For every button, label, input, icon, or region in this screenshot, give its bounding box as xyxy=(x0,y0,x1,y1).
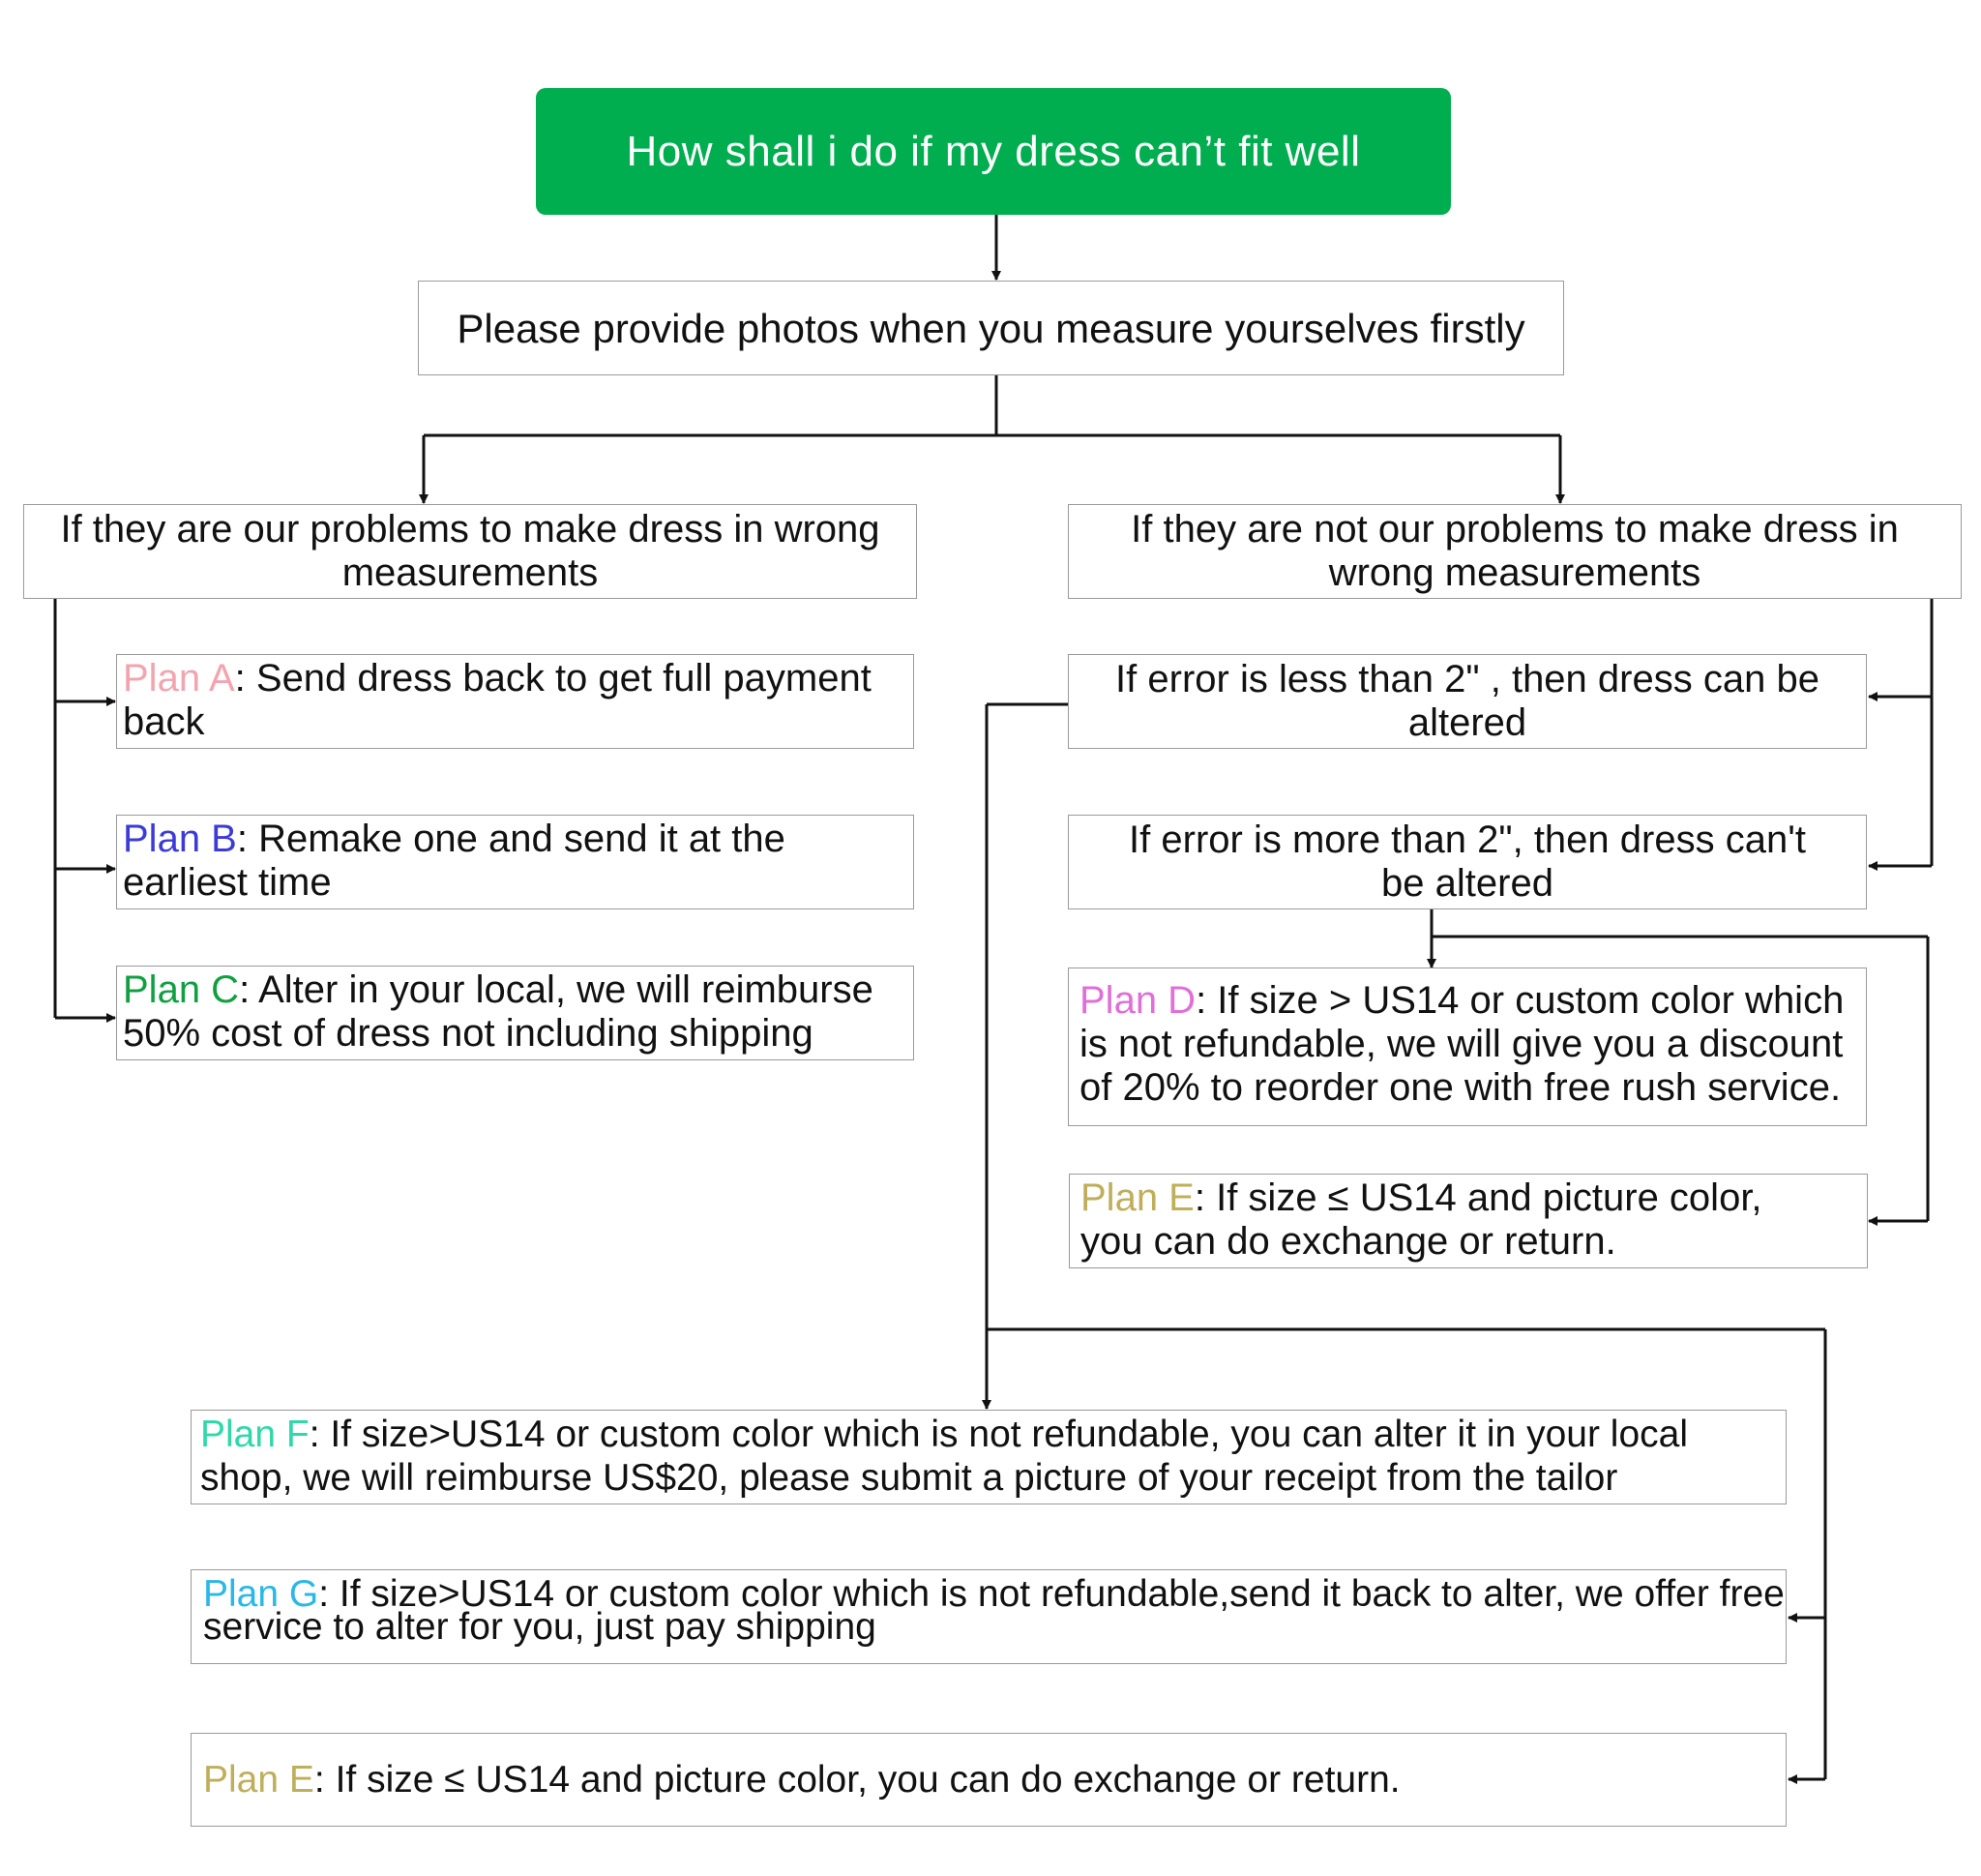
plan-f-text: : If size>US14 or custom color which is not refundable, you can alter it in your local shop, we will reimburse US$20, please submit a picture of your receipt from the tailor xyxy=(200,1414,1688,1499)
plan-c-text: : Alter in your local, we will reimburse 50% cost of dress not including shipping xyxy=(123,968,873,1055)
plan-b-label: Plan B xyxy=(123,818,237,860)
right-branch-heading-box xyxy=(1068,504,1962,599)
left-branch-heading-box xyxy=(23,504,917,599)
plan-d-box xyxy=(1068,968,1867,1126)
right-branch-heading: If they are not our problems to make dress in wrong measurements xyxy=(1131,508,1899,594)
plan-e-label: Plan E xyxy=(1080,1176,1195,1219)
plan-c-box xyxy=(116,966,914,1060)
title-box xyxy=(536,88,1451,215)
plan-g-text: : If size>US14 or custom color which is not refundable,send it back to alter, we offer free service to alter for you, just pay shipping xyxy=(203,1573,1785,1648)
plan-a-box xyxy=(116,654,914,749)
plan-d-label: Plan D xyxy=(1079,979,1197,1022)
plan-e-bottom-label: Plan E xyxy=(203,1759,314,1801)
plan-a-label: Plan A xyxy=(123,657,235,700)
plan-f-label: Plan F xyxy=(200,1414,310,1455)
plan-e-box xyxy=(1069,1174,1868,1268)
plan-g-label: Plan G xyxy=(203,1573,319,1615)
more-than-text: If error is more than 2", then dress can't be altered xyxy=(1129,819,1806,905)
plan-d-text: : If size > US14 or custom color which is not refundable, we will give you a discount of 20% to reorder one with free rush service. xyxy=(1079,979,1845,1109)
more-than-box xyxy=(1068,815,1867,909)
left-branch-heading: If they are our problems to make dress in wrong measurements xyxy=(60,508,880,594)
step1-text: Please provide photos when you measure yourselves firstly xyxy=(457,305,1525,351)
step1-box xyxy=(418,281,1564,375)
less-than-box xyxy=(1068,654,1867,749)
plan-c-label: Plan C xyxy=(123,968,240,1011)
plan-a-text: : Send dress back to get full payment back xyxy=(123,657,872,743)
plan-f-box xyxy=(191,1410,1787,1504)
plan-e-bottom-box xyxy=(191,1733,1787,1827)
plan-e-bottom-text: : If size ≤ US14 and picture color, you can do exchange or return. xyxy=(313,1759,1401,1801)
plan-e-text: : If size ≤ US14 and picture color, you can do exchange or return. xyxy=(1080,1176,1762,1263)
title-text: How shall i do if my dress can’t fit well xyxy=(626,127,1361,175)
less-than-text: If error is less than 2" , then dress can be altered xyxy=(1115,658,1819,744)
plan-b-box xyxy=(116,815,914,909)
plan-g-box xyxy=(191,1569,1787,1664)
plan-b-text: : Remake one and send it at the earliest time xyxy=(123,818,785,904)
